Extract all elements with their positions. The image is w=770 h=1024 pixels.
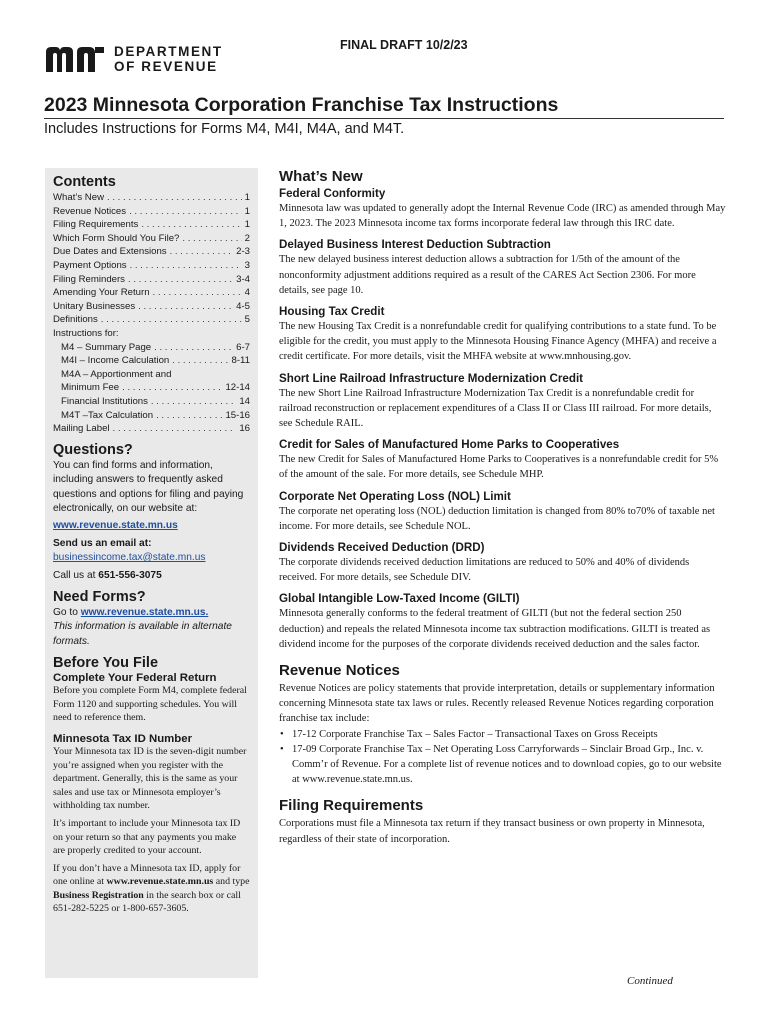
toc-item[interactable]: What’s New . . . 1 — [53, 191, 250, 205]
questions-heading: Questions? — [53, 441, 133, 458]
toc-item[interactable]: Payment Options . . . 3 — [53, 259, 250, 273]
questions-text: You can find forms and information, including answers to frequently asked questions and options for filing and paying electronically, on our website at: — [53, 459, 244, 514]
forms-link[interactable]: www.revenue.state.mn.us. — [80, 606, 209, 618]
logo-wordmark — [114, 44, 223, 74]
item-text: The new Housing Tax Credit is a nonrefundable credit for qualifying contributions to a state fund. To be eligible for the credit, you must apply to the Minnesota Housing Finance Agency (MHFA) and receive a credit certificate. For more details, visit the MHFA website at www.mnhousing.gov. — [279, 321, 717, 363]
toc-item[interactable]: Filing Requirements . . . 1 — [53, 218, 250, 232]
main-content — [279, 168, 727, 854]
taxid-heading: Minnesota Tax ID Number — [53, 732, 193, 745]
sidebar-panel — [45, 168, 258, 978]
phone-number: 651-556-3075 — [98, 569, 162, 581]
item-heading: Federal Conformity — [279, 187, 386, 200]
item-text: Minnesota law was updated to generally adopt the Internal Revenue Code (IRC) as amended through May 1, 2023. The 2023 Minnesota income tax forms incorporate federal law through this IRC date. — [279, 203, 726, 230]
mn-logo-icon — [44, 44, 106, 74]
toc-group-label: Instructions for: — [53, 327, 119, 339]
item-text: The corporate dividends received deduction limitations are reduced to 50% and 40% of dividends received. For more details, see Schedule DIV. — [279, 557, 690, 584]
toc-item[interactable]: M4I – Income Calculation . . . 8-11 — [53, 354, 250, 368]
taxid-paragraph-1: Your Minnesota tax ID is the seven-digit number you’re assigned when you register with the department. Generally, this is the same as your sales and use tax or Minnesota employer’s withholding tax number. — [53, 745, 247, 812]
item-heading: Short Line Railroad Infrastructure Modernization Credit — [279, 371, 584, 385]
need-forms-heading: Need Forms? — [53, 588, 146, 605]
toc-item[interactable]: Definitions . . . 5 — [53, 313, 250, 327]
item-heading: Dividends Received Deduction (DRD) — [279, 541, 485, 555]
list-item: • 17-12 Corporate Franchise Tax – Sales Factor – Transactional Taxes on Gross Receipts — [279, 727, 727, 742]
goto-prefix: Go to — [53, 606, 81, 618]
toc-item[interactable]: Due Dates and Extensions . . . 2-3 — [53, 245, 250, 259]
continued-label: Continued — [627, 975, 673, 987]
taxid-paragraph-2: It’s important to include your Minnesota tax ID on your return so that any payments you make are properly credited to your account. — [53, 817, 241, 857]
toc-item[interactable]: Financial Institutions . . . 14 — [53, 395, 250, 409]
before-you-file-heading: Before You File — [53, 655, 159, 672]
item-text: Minnesota generally conforms to the federal treatment of GILTI (but not the federal section 250 deduction) and repeals the related Minnesota income tax subtraction modifications. GILTI is treated as dividend income for the purposes of the corporate dividends received deduction and the sales factor. — [279, 608, 711, 650]
item-heading: Delayed Business Interest Deduction Subtraction — [279, 238, 551, 252]
contents-heading: Contents — [53, 174, 116, 190]
table-of-contents — [53, 191, 250, 436]
toc-item[interactable]: M4 – Summary Page . . . 6-7 — [53, 341, 250, 355]
item-heading: Credit for Sales of Manufactured Home Parks to Cooperatives — [279, 438, 620, 452]
document-title: 2023 Minnesota Corporation Franchise Tax Instructions — [44, 94, 559, 116]
draft-label: FINAL DRAFT 10/2/23 — [340, 38, 468, 52]
registration-link[interactable]: www.revenue.state.mn.us — [106, 876, 214, 888]
toc-item[interactable]: Amending Your Return . . . 4 — [53, 286, 250, 300]
filing-requirements-heading: Filing Requirements — [279, 797, 424, 815]
revenue-notices-list — [279, 727, 727, 788]
toc-item[interactable]: M4T –Tax Calculation . . . 15-16 — [53, 409, 250, 423]
email-label: Send us an email at: — [53, 537, 152, 549]
complete-return-heading: Complete Your Federal Return — [53, 672, 217, 685]
revenue-notices-heading: Revenue Notices — [279, 662, 400, 680]
call-prefix: Call us at — [53, 569, 99, 581]
toc-item[interactable]: Mailing Label . . . 16 — [53, 422, 250, 436]
toc-item-line[interactable]: M4A – Apportionment and — [61, 368, 172, 380]
toc-item[interactable]: Minimum Fee . . . 12-14 — [53, 381, 250, 395]
revenue-notices-text: Revenue Notices are policy statements that provide interpretation, details or supplementary information concerning Minnesota state tax laws or rules. Recently released Revenue Notices regarding corporation franchise tax include: — [279, 683, 715, 725]
title-rule — [44, 118, 724, 119]
logo-line-1: DEPARTMENT — [114, 44, 223, 59]
item-heading: Housing Tax Credit — [279, 305, 385, 319]
item-heading: Global Intangible Low-Taxed Income (GILTI) — [279, 592, 520, 606]
mn-revenue-logo — [44, 44, 223, 74]
complete-return-text: Before you complete Form M4, complete federal Form 1120 and supporting schedules. You will need to reference them. — [53, 685, 247, 724]
item-text: The new Credit for Sales of Manufactured Home Parks to Cooperatives is a nonrefundable credit for 5% of the amount of the sale. For more details, see Schedule MHP. — [279, 454, 719, 481]
item-text: The corporate net operating loss (NOL) deduction limitation is changed from 80% to70% of taxable net income. For more details, see Schedule NOL. — [279, 505, 715, 532]
email-link[interactable]: businessincome.tax@state.mn.us — [53, 552, 206, 564]
filing-requirements-text: Corporations must file a Minnesota tax return if they transact business or own property in Minnesota, regardless of their state of incorporation. — [279, 818, 705, 845]
toc-item[interactable]: Revenue Notices . . . 1 — [53, 205, 250, 219]
toc-item[interactable]: Unitary Businesses . . . 4-5 — [53, 300, 250, 314]
whats-new-heading: What’s New — [279, 168, 363, 185]
website-link[interactable]: www.revenue.state.mn.us — [53, 520, 178, 532]
toc-item[interactable]: Filing Reminders . . . 3-4 — [53, 273, 250, 287]
taxid-paragraph-3: If you don’t have a Minnesota tax ID, apply for one online at www.revenue.state.mn.us and type Business Registration in the search box or call 651-282-5225 or 1-800-657-3605. — [53, 862, 250, 915]
document-subtitle: Includes Instructions for Forms M4, M4I, M4A, and M4T. — [44, 121, 405, 137]
item-text: The new delayed business interest deduction allows a subtraction for 1/5th of the amount of the nonconformity adjustment additions required as a result of the CARES Act Section 2306. For more details, see page 10. — [279, 254, 696, 296]
item-text: The new Short Line Railroad Infrastructure Modernization Tax Credit is a nonrefundable credit for railroad reconstruction or replacement expenditures of a Class II or Class III railroad. For more details, see Schedule RAIL. — [279, 387, 712, 430]
item-heading: Corporate Net Operating Loss (NOL) Limit — [279, 489, 511, 503]
logo-line-2: OF REVENUE — [114, 59, 218, 74]
alt-formats-note: This information is available in alternate formats. — [53, 621, 232, 647]
toc-item[interactable]: Which Form Should You File? . . . 2 — [53, 232, 250, 246]
list-item: • 17-09 Corporate Franchise Tax – Net Operating Loss Carryforwards – Sinclair Broad Grp., Inc. v. Comm’r of Revenue. For a complete list of revenue notices and to download copies, go to our website at www.revenue.state.mn.us. — [279, 742, 727, 788]
